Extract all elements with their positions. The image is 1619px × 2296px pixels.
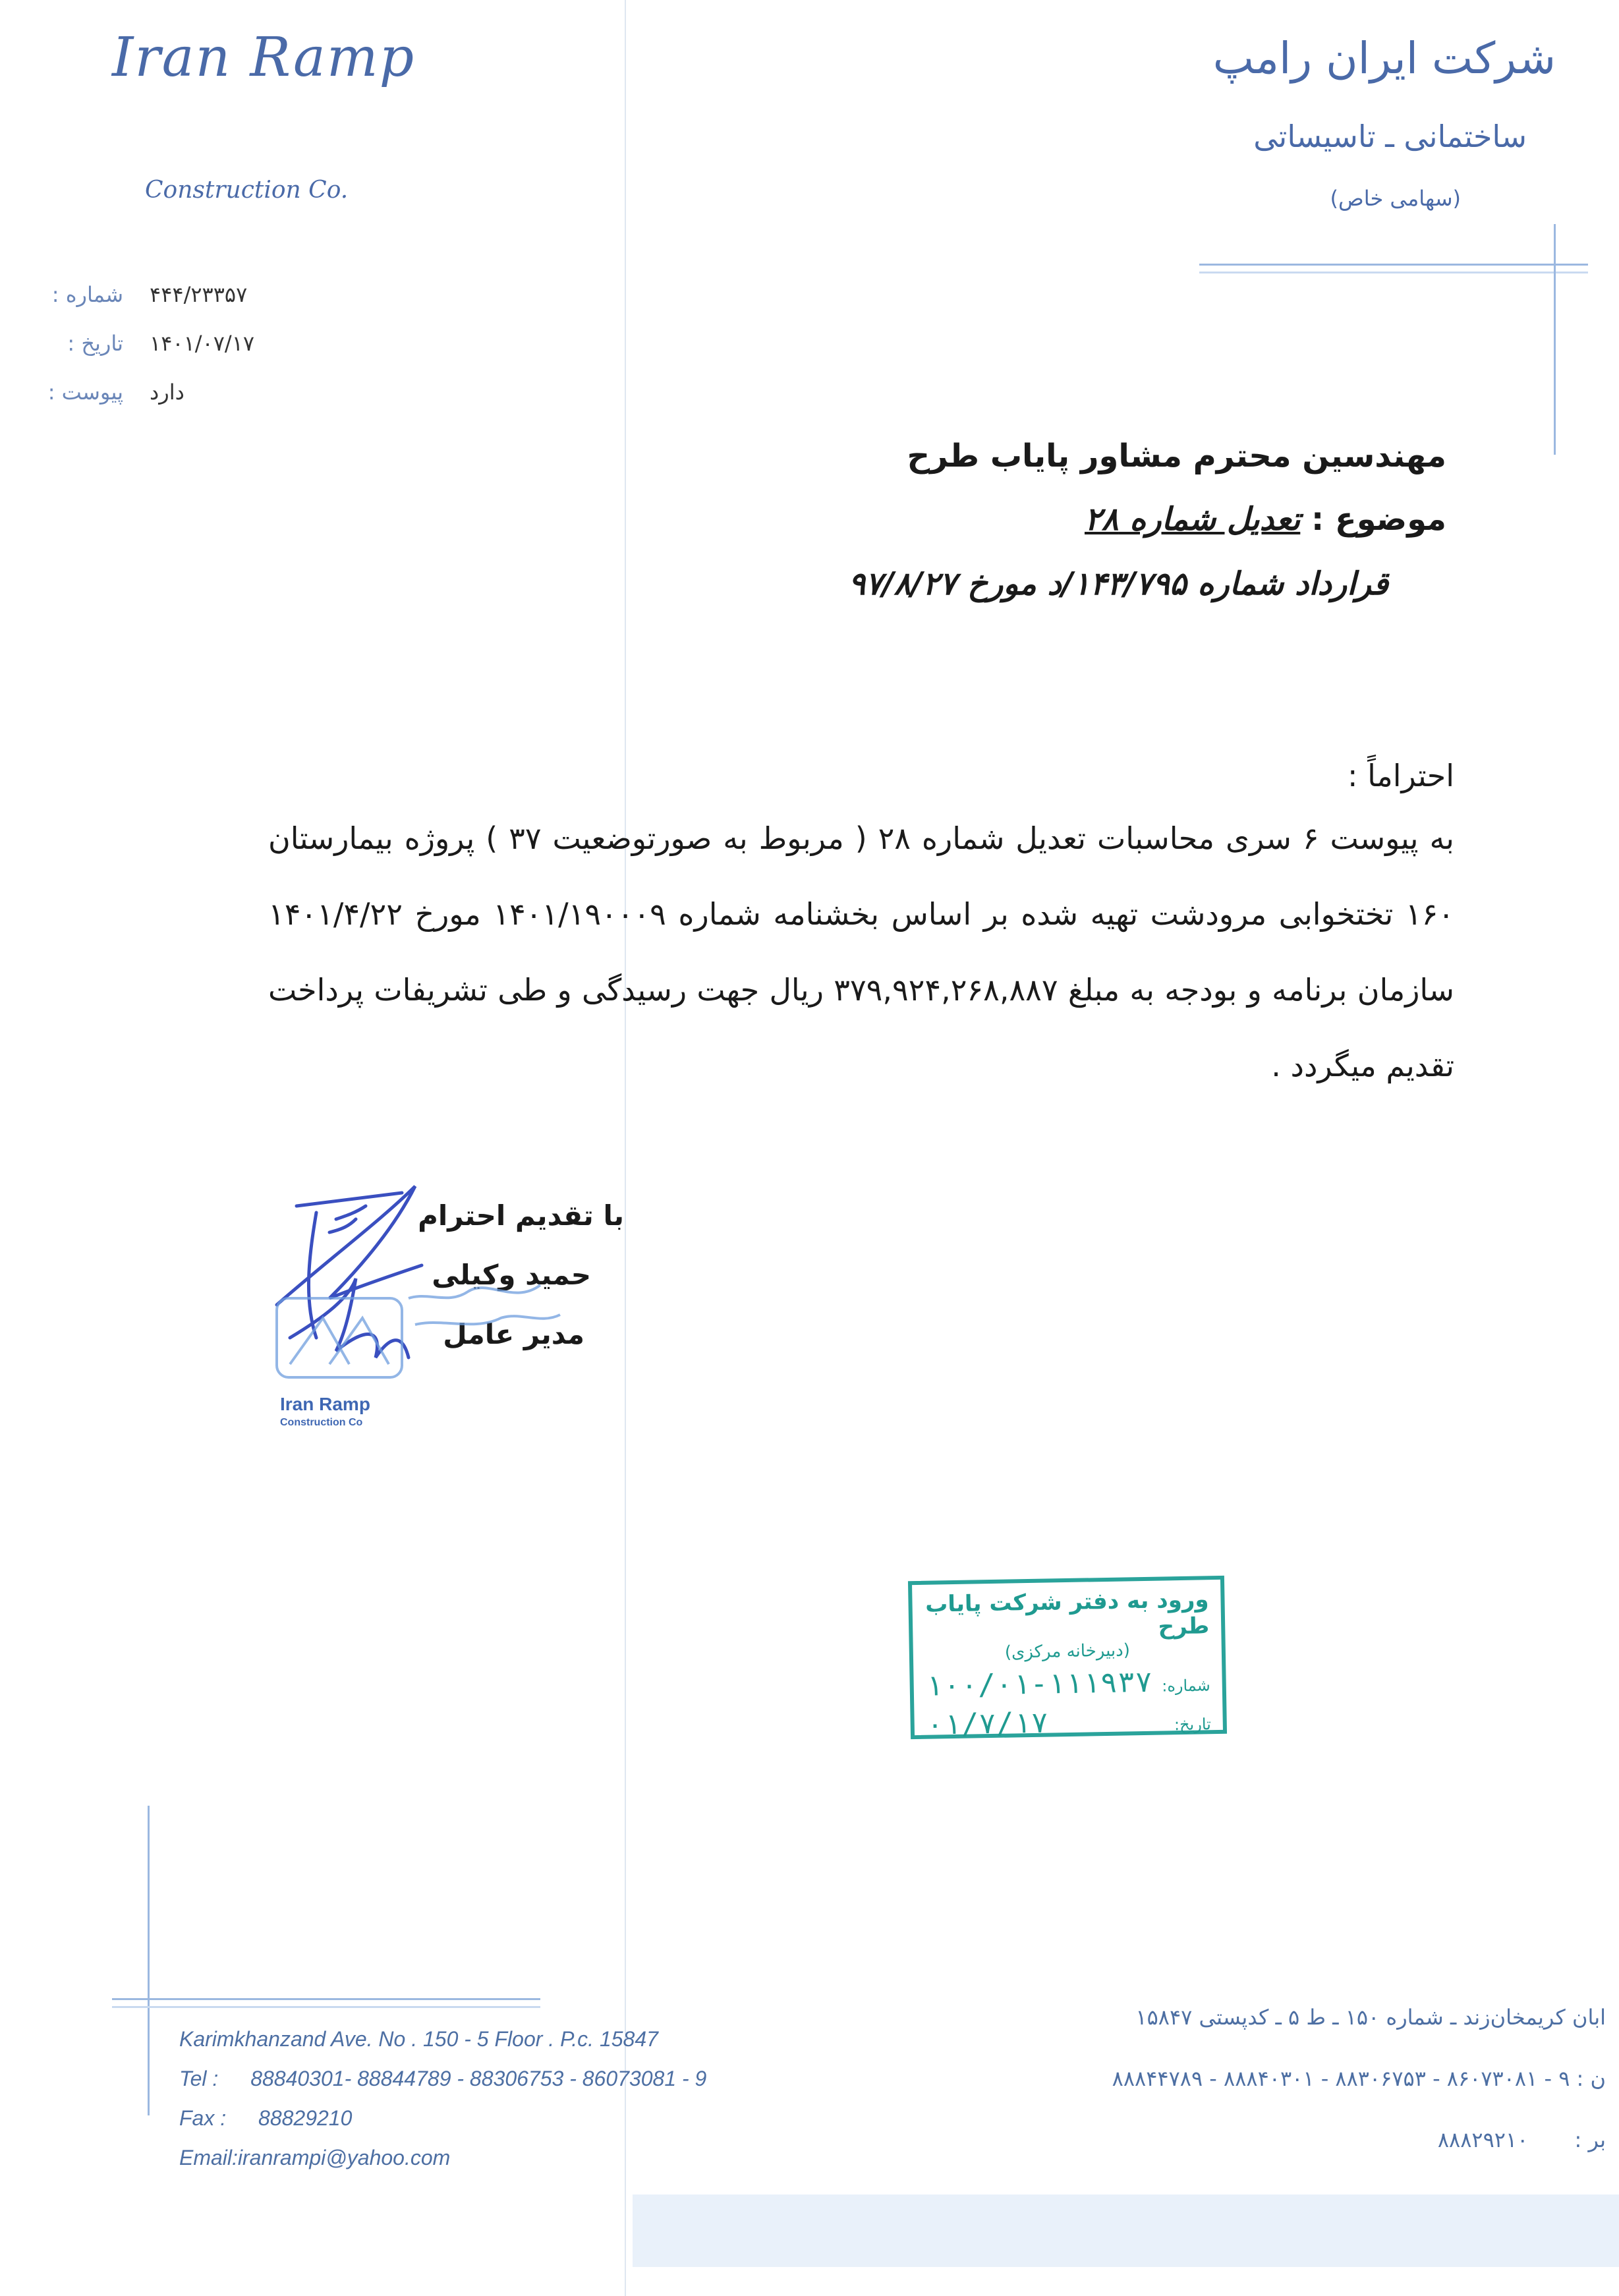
received-date-value: ۰۱/۷/۱۷ — [926, 1706, 1049, 1742]
received-stamp-number-row — [925, 1664, 1210, 1703]
seal-company-type: Construction Co — [280, 1417, 363, 1428]
footer-fax-fa-label: بر : — [1574, 2127, 1606, 2152]
footer-fax-value: 88829210 — [258, 2106, 353, 2130]
divider-vertical-top — [1554, 224, 1556, 455]
received-stamp-date-row — [926, 1703, 1211, 1742]
divider-horizontal-bottom — [112, 1998, 540, 2000]
company-type-fa: (سهامی خاص) — [1330, 186, 1461, 211]
meta-row-attachment — [31, 380, 374, 405]
footer-email: Email:iranrampi@yahoo.com — [179, 2146, 451, 2169]
date-label: تاریخ : — [67, 331, 123, 356]
signer-title: مدیر عامل — [443, 1318, 584, 1350]
signer-name: حمید وکیلی — [432, 1259, 591, 1291]
date-value: ۱۴۰۱/۰۷/۱۷ — [150, 331, 255, 356]
company-name-en: Iran Ramp — [112, 26, 416, 89]
meta-row-date — [31, 331, 374, 356]
received-number-label: شماره: — [1161, 1676, 1211, 1696]
footer-tel-fa: ن : ۹ - ۸۶۰۷۳۰۸۱ - ۸۸۳۰۶۷۵۳ - ۸۸۸۴۰۳۰۱ - ۸۸۸۴۴۷۸۹ — [1112, 2066, 1606, 2091]
footer-address-fa: ابان کریمخان‌زند ـ شماره ۱۵۰ ـ ط ۵ ـ کدپستی ۱۵۸۴۷ — [1135, 2005, 1606, 2030]
footer-tel-label: Tel : — [179, 2067, 219, 2090]
received-number-value: ۱۰۰/۰۱-۱۱۱۹۳۷ — [925, 1665, 1153, 1703]
footer-fax-label: Fax : — [179, 2106, 227, 2130]
subject-value: تعدیل شماره ۲۸ — [1084, 501, 1301, 538]
divider-horizontal-top-2 — [1199, 272, 1588, 273]
company-subtitle-fa: ساختمانی ـ تاسیساتی — [1253, 119, 1527, 154]
footer-address-en: Karimkhanzand Ave. No . 150 - 5 Floor . P.c. 15847 — [179, 2027, 658, 2051]
closing: با تقدیم احترام — [418, 1199, 624, 1232]
received-stamp-title: ورود به دفتر شرکت پایاب طرح — [924, 1586, 1210, 1640]
divider-vertical-left — [148, 1806, 150, 2115]
footer-fax-fa — [1438, 2127, 1606, 2152]
received-date-label: تاریخ: — [1174, 1715, 1212, 1735]
greeting: احتراماً : — [1347, 758, 1454, 793]
divider-vertical — [625, 0, 626, 2296]
seal-company-name: Iran Ramp — [280, 1394, 370, 1414]
company-subtitle-en: Construction Co. — [145, 177, 349, 204]
company-name-fa: شرکت ایران رامپ — [1212, 33, 1556, 84]
footer-fax-fa-value: ۸۸۸۲۹۲۱۰ — [1437, 2127, 1529, 2152]
divider-horizontal-top — [1199, 264, 1588, 266]
footer-shading — [633, 2195, 1619, 2267]
contract-reference: قرارداد شماره ۱۴۳/۷۹۵/د مورخ ۹۷/۸/۲۷ — [848, 565, 1388, 602]
divider-horizontal-bottom-2 — [112, 2006, 540, 2008]
letter-body: به پیوست ۶ سری محاسبات تعدیل شماره ۲۸ ( مربوط به صورتوضعیت ۳۷ ) پروژه بیمارستان ۱۶۰ تختخوابی مرودشت تهیه شده بر اساس بخشنامه شماره ۱۴۰۱/۱۹۰۰۰۹ مورخ ۱۴۰۱/۴/۲۲ سازمان برنامه و بودجه به مبلغ ۳۷۹,۹۲۴,۲۶۸,۸۸۷ ریال جهت رسیدگی و طی تشریفات پرداخت تقدیم میگردد . — [268, 820, 1454, 1083]
footer-tel-value: 88840301- 88844789 - 88306753 - 86073081 - 9 — [250, 2067, 707, 2090]
meta-row-number — [31, 282, 374, 307]
received-stamp — [908, 1576, 1227, 1742]
footer-fax-en — [179, 2106, 352, 2131]
attachment-value: دارد — [150, 380, 185, 405]
footer-tel-en — [179, 2067, 706, 2091]
subject-line — [1085, 501, 1446, 538]
number-label: شماره : — [51, 282, 123, 307]
received-stamp-subtitle: (دبیرخانه مرکزی) — [1004, 1640, 1131, 1663]
subject-label: موضوع : — [1311, 501, 1446, 538]
attachment-label: پیوست : — [47, 380, 123, 405]
number-value: ۴۴۴/۲۳۳۵۷ — [150, 282, 248, 307]
recipient: مهندسین محترم مشاور پایاب طرح — [907, 438, 1446, 474]
